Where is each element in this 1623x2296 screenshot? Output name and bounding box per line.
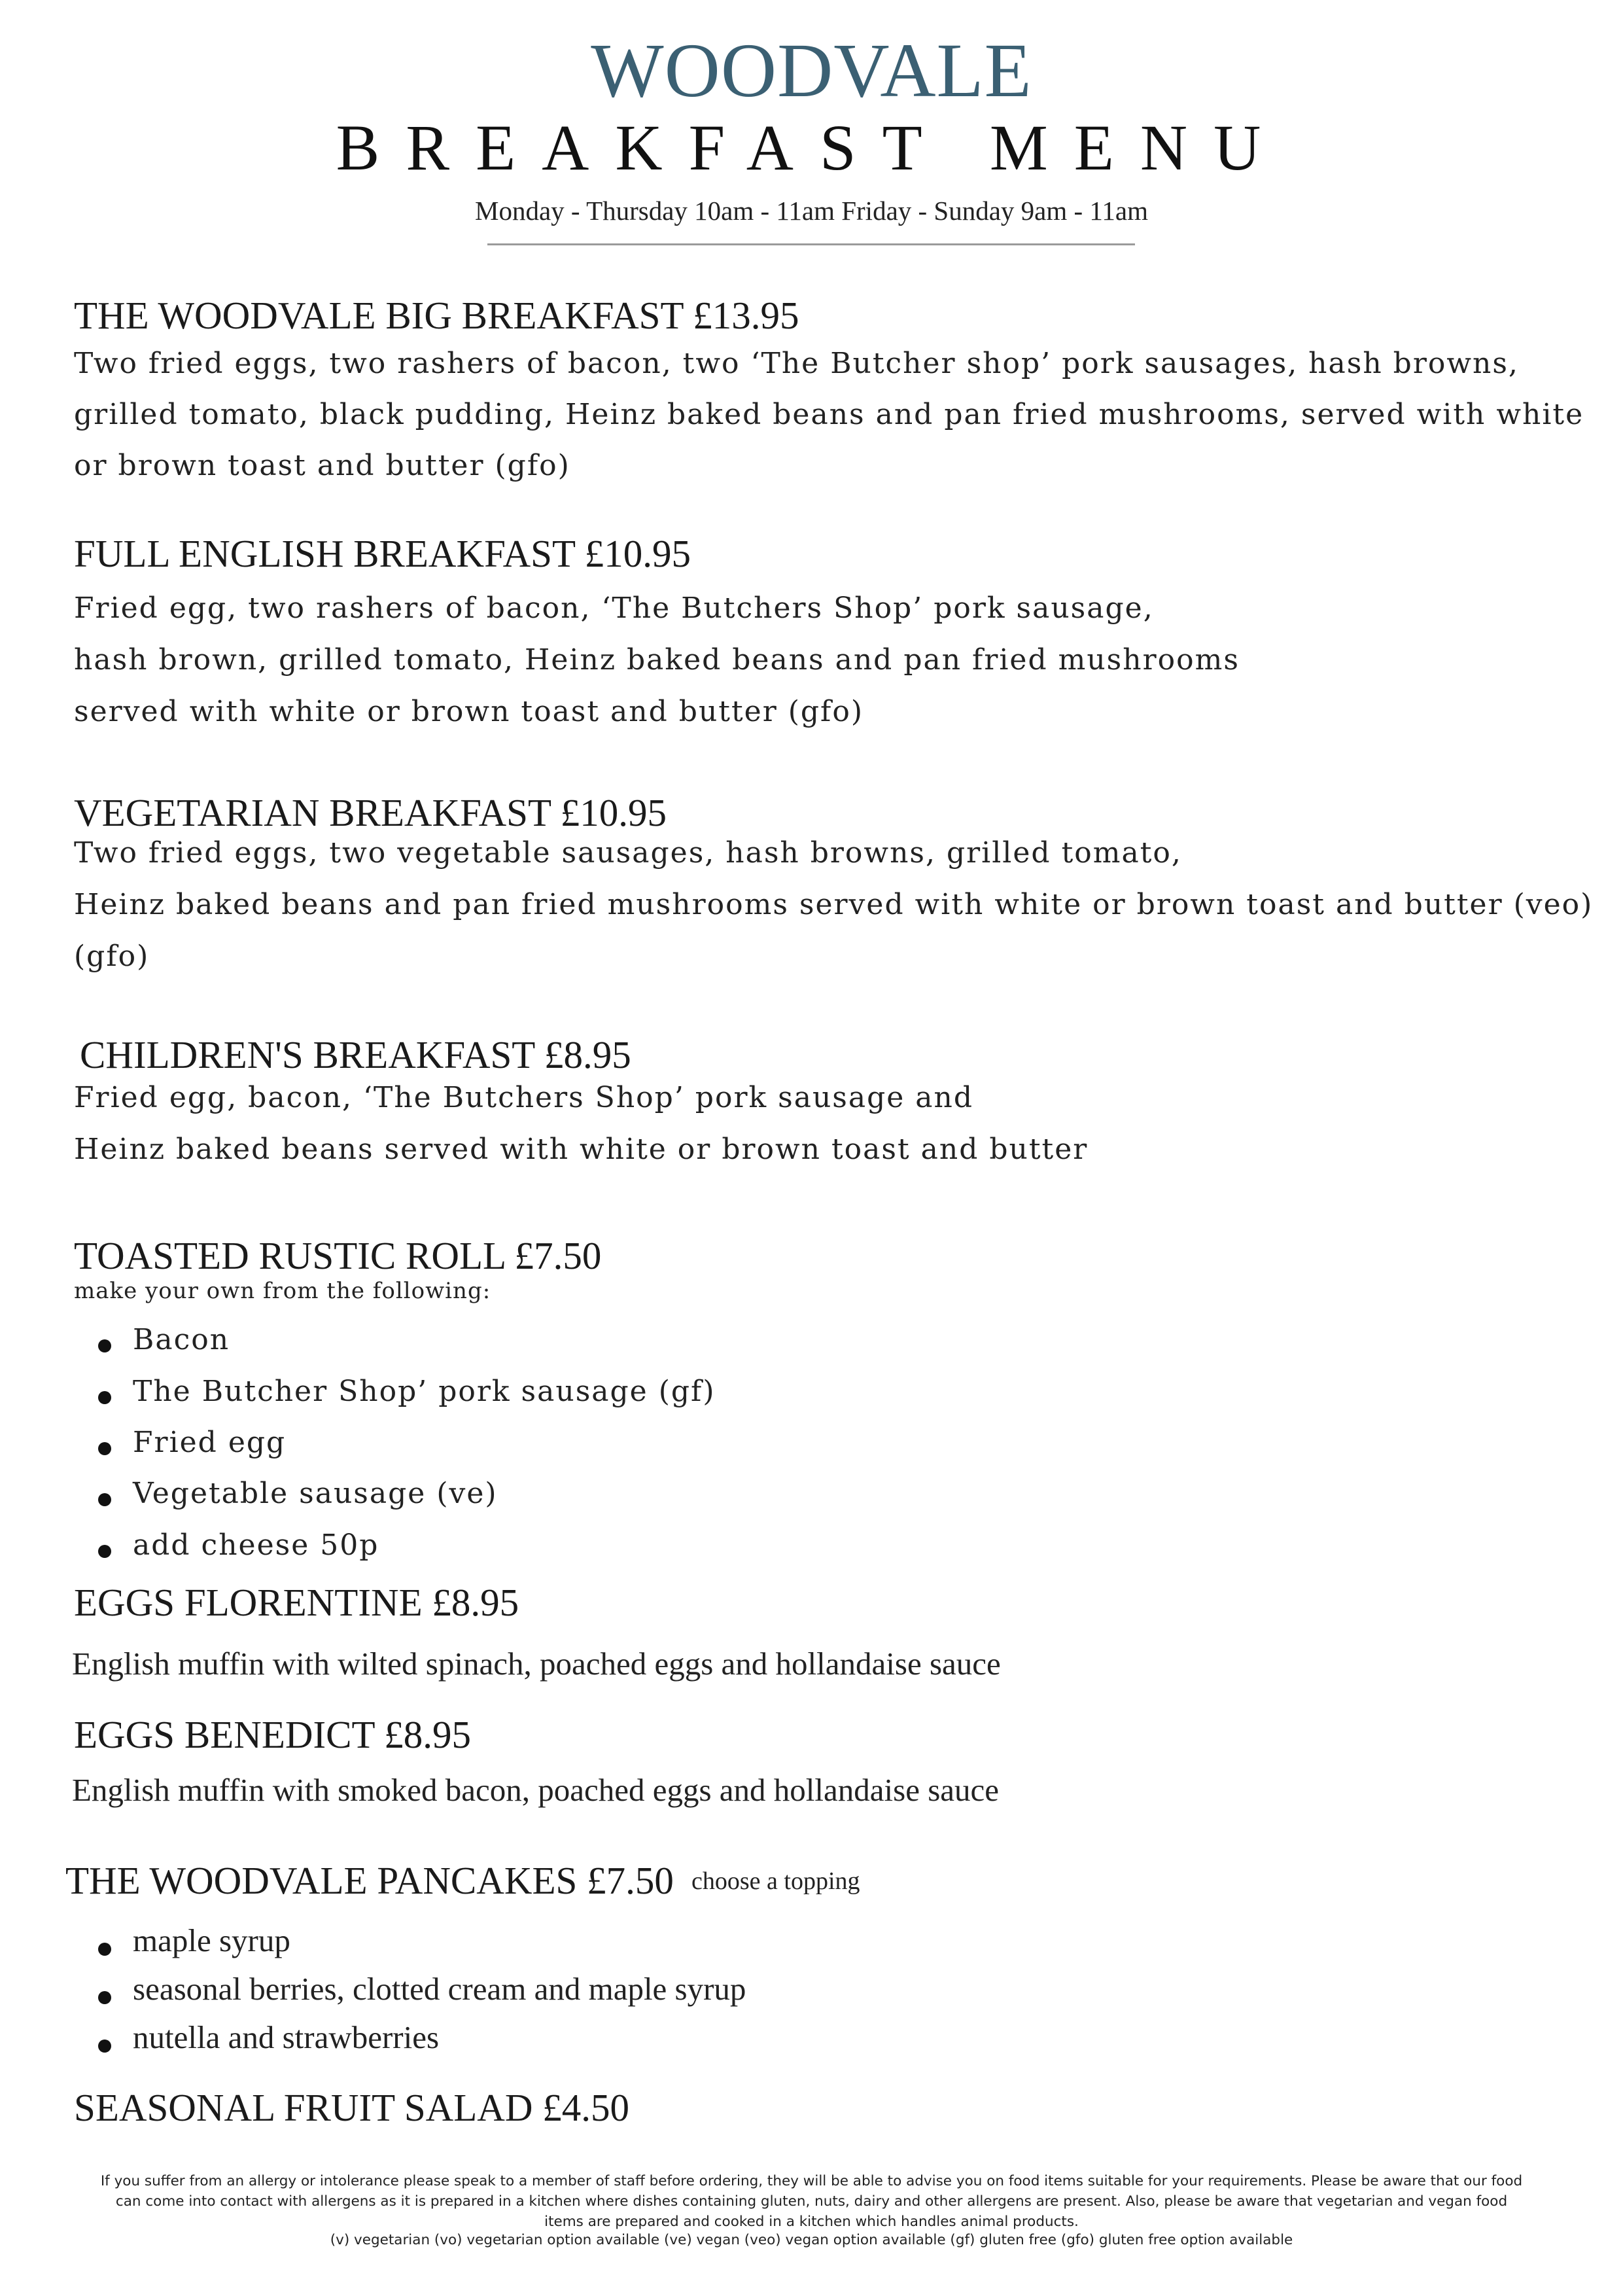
item-description-line: Two fried eggs, two rashers of bacon, two ‘The Butcher shop’ pork sausages, hash browns, [74, 347, 1519, 380]
item-description-line: Fried egg, bacon, ‘The Butchers Shop’ pork sausage and [74, 1081, 974, 1114]
list-item: maple syrup [133, 1922, 290, 1958]
item-description-line: Heinz baked beans and pan fried mushrooms served with white or brown toast and butter (veo) [74, 888, 1594, 921]
item-heading-vegetarian: VEGETARIAN BREAKFAST £10.95 [74, 791, 667, 834]
item-note: make your own from the following: [74, 1278, 491, 1304]
menu-title: BREAKFAST MENU [336, 111, 1287, 184]
bullet [98, 1493, 111, 1506]
item-description-line: Two fried eggs, two vegetable sausages, hash browns, grilled tomato, [74, 836, 1182, 870]
item-heading-fruit-salad: SEASONAL FRUIT SALAD £4.50 [74, 2086, 630, 2129]
list-item: add cheese 50p [133, 1528, 379, 1562]
item-description-line: English muffin with smoked bacon, poached eggs and hollandaise sauce [72, 1772, 1000, 1808]
item-heading-eggs-florentine: EGGS FLORENTINE £8.95 [74, 1581, 519, 1624]
item-heading-big-breakfast: THE WOODVALE BIG BREAKFAST £13.95 [74, 294, 799, 337]
item-heading-rustic-roll: TOASTED RUSTIC ROLL £7.50 [74, 1234, 602, 1277]
restaurant-name: WOODVALE [591, 27, 1032, 113]
item-description-line: English muffin with wilted spinach, poached eggs and hollandaise sauce [72, 1646, 1001, 1682]
item-description-line: hash brown, grilled tomato, Heinz baked beans and pan fried mushrooms [74, 643, 1240, 677]
item-heading-full-english: FULL ENGLISH BREAKFAST £10.95 [74, 532, 691, 575]
item-description-line: (gfo) [74, 940, 150, 973]
item-heading-childrens: CHILDREN'S BREAKFAST £8.95 [80, 1033, 631, 1076]
list-item: Bacon [133, 1323, 230, 1356]
bullet [98, 2040, 111, 2053]
item-description-line: Heinz baked beans served with white or brown toast and butter [74, 1133, 1089, 1166]
item-heading-eggs-benedict: EGGS BENEDICT £8.95 [74, 1713, 471, 1756]
bullet [98, 1391, 111, 1404]
item-note: choose a topping [691, 1867, 860, 1895]
item-description-line: served with white or brown toast and butter (gfo) [74, 695, 864, 728]
list-item: nutella and strawberries [133, 2019, 440, 2055]
list-item: Vegetable sausage (ve) [133, 1477, 498, 1510]
header-divider [487, 243, 1135, 245]
item-description-line: Fried egg, two rashers of bacon, ‘The Butchers Shop’ pork sausage, [74, 592, 1154, 625]
opening-hours: Monday - Thursday 10am - 11am Friday - Sunday 9am - 11am [475, 196, 1148, 226]
allergy-disclaimer: If you suffer from an allergy or intolerance please speak to a member of staff before ordering, they will be able to advise you on food items suitable for your requirements. Please be aware that our food can come into contact with allergens as it is prepared in a kitchen where dishes containing gluten, nuts, dairy and other allergens are present. Also, please be aware that vegetarian and vegan food items are prepared and cooked in a kitchen which handles animal products. [100, 2173, 1523, 2230]
item-description-line: grilled tomato, black pudding, Heinz baked beans and pan fried mushrooms, served with white [74, 398, 1584, 431]
list-item: The Butcher Shop’ pork sausage (gf) [133, 1375, 716, 1408]
bullet [98, 1339, 111, 1352]
dietary-legend: (v) vegetarian (vo) vegetarian option available (ve) vegan (veo) vegan option available (gf) gluten free (gfo) gluten free option available [330, 2232, 1293, 2248]
item-heading-pancakes: THE WOODVALE PANCAKES £7.50 [65, 1859, 674, 1902]
list-item: seasonal berries, clotted cream and maple syrup [133, 1971, 746, 2007]
bullet [98, 1943, 111, 1956]
bullet [98, 1991, 111, 2004]
item-description-line: or brown toast and butter (gfo) [74, 449, 570, 482]
list-item: Fried egg [133, 1426, 287, 1459]
bullet [98, 1442, 111, 1455]
bullet [98, 1545, 111, 1558]
